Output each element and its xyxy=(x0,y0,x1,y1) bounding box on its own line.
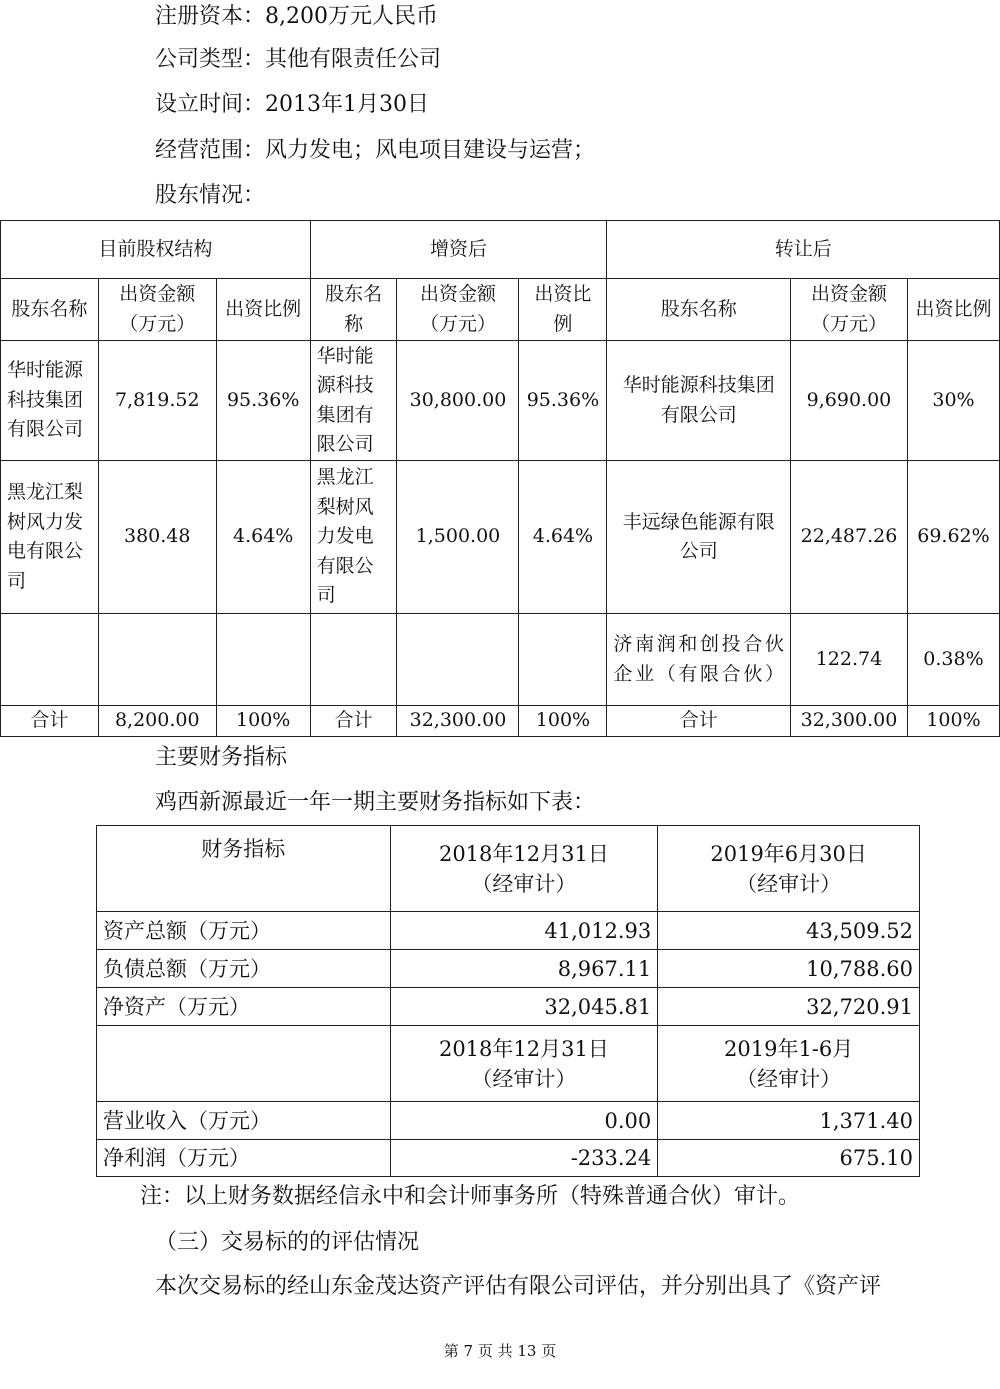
col-period-2b xyxy=(658,1026,920,1102)
cell-amount: 380.48 xyxy=(98,461,216,614)
col-ratio: 出资比例 xyxy=(519,279,607,341)
cell-ratio: 30% xyxy=(907,341,999,461)
cell-ratio: 0.38% xyxy=(907,614,999,706)
cell-value: -233.24 xyxy=(390,1140,658,1177)
registered-capital: 注册资本：8,200万元人民币 xyxy=(155,4,438,29)
total-label: 合计 xyxy=(607,706,791,737)
period-2-date: 2019年6月30日 xyxy=(710,841,867,866)
group-after-increase: 增资后 xyxy=(310,221,607,279)
cell-ratio: 95.36% xyxy=(216,341,310,461)
cell-value: 10,788.60 xyxy=(658,950,920,988)
cell-value: 675.10 xyxy=(658,1140,920,1177)
col-period-2 xyxy=(658,826,920,912)
period-1-date: 2018年12月31日 xyxy=(438,841,609,866)
cell-name: 华时能源科技集团有限公司 xyxy=(310,341,397,461)
cell-empty xyxy=(216,614,310,706)
cell-empty xyxy=(310,614,397,706)
cell-empty xyxy=(1,614,99,706)
cell-ratio: 95.36% xyxy=(519,341,607,461)
col-amount: 出资金额（万元） xyxy=(98,279,216,341)
total-amount: 8,200.00 xyxy=(98,706,216,737)
cell-name: 华时能源科技集团有限公司 xyxy=(1,341,99,461)
cell-value: 43,509.52 xyxy=(658,912,920,950)
cell-value: 32,720.91 xyxy=(658,988,920,1026)
period-1b-date: 2018年12月31日 xyxy=(438,1036,609,1061)
cell-label: 资产总额（万元） xyxy=(97,912,391,950)
established-date: 设立时间：2013年1月30日 xyxy=(155,92,429,117)
cell-label: 营业收入（万元） xyxy=(97,1102,391,1140)
table-row xyxy=(1,341,1000,461)
col-name: 股东名称 xyxy=(310,279,397,341)
cell-name: 黑龙江梨树风力发电有限公司 xyxy=(1,461,99,614)
group-current: 目前股权结构 xyxy=(1,221,311,279)
cell-value: 0.00 xyxy=(390,1102,658,1140)
cell-amount: 122.74 xyxy=(790,614,907,706)
col-indicator: 财务指标 xyxy=(97,826,391,912)
audit-note: 注：以上财务数据经信永中和会计师事务所（特殊普通合伙）审计。 xyxy=(140,1184,801,1209)
period-1-audit: （经审计） xyxy=(471,871,577,896)
total-amount: 32,300.00 xyxy=(790,706,907,737)
col-ratio: 出资比例 xyxy=(907,279,999,341)
cell-empty xyxy=(519,614,607,706)
cell-amount: 1,500.00 xyxy=(397,461,519,614)
cell-amount: 9,690.00 xyxy=(790,341,907,461)
group-after-transfer: 转让后 xyxy=(607,221,1000,279)
company-type: 公司类型：其他有限责任公司 xyxy=(155,47,442,72)
cell-name: 丰远绿色能源有限公司 xyxy=(607,461,791,614)
cell-ratio: 69.62% xyxy=(907,461,999,614)
table-row xyxy=(97,950,920,988)
cell-amount: 7,819.52 xyxy=(98,341,216,461)
table-row xyxy=(97,988,920,1026)
col-amount: 出资金额（万元） xyxy=(397,279,519,341)
cell-name: 华时能源科技集团有限公司 xyxy=(607,341,791,461)
col-amount: 出资金额（万元） xyxy=(790,279,907,341)
business-scope: 经营范围：风力发电；风电项目建设与运营； xyxy=(155,138,596,163)
section-3-heading: （三）交易标的的评估情况 xyxy=(155,1230,420,1255)
cell-amount: 22,487.26 xyxy=(790,461,907,614)
total-amount: 32,300.00 xyxy=(397,706,519,737)
cell-empty xyxy=(397,614,519,706)
col-period-1b xyxy=(390,1026,658,1102)
cell-name: 黑龙江梨树风力发电有限公司 xyxy=(310,461,397,614)
equity-structure-table xyxy=(0,220,1000,737)
shareholders-heading: 股东情况： xyxy=(155,183,266,208)
table-row xyxy=(97,1102,920,1140)
page-footer: 第 7 页 共 13 页 xyxy=(443,1342,557,1360)
cell-label: 负债总额（万元） xyxy=(97,950,391,988)
total-label: 合计 xyxy=(310,706,397,737)
cell-value: 1,371.40 xyxy=(658,1102,920,1140)
table-row xyxy=(97,1140,920,1177)
total-ratio: 100% xyxy=(519,706,607,737)
total-row xyxy=(1,706,1000,737)
cell-ratio: 4.64% xyxy=(216,461,310,614)
period-2b-audit: （经审计） xyxy=(736,1066,842,1091)
period-2b-date: 2019年1-6月 xyxy=(724,1036,854,1061)
finance-title: 主要财务指标 xyxy=(155,745,288,770)
cell-value: 8,967.11 xyxy=(390,950,658,988)
total-ratio: 100% xyxy=(907,706,999,737)
col-name: 股东名称 xyxy=(1,279,99,341)
cell-ratio: 4.64% xyxy=(519,461,607,614)
table-row xyxy=(1,614,1000,706)
cell-label: 净资产（万元） xyxy=(97,988,391,1026)
cell-empty xyxy=(97,1026,391,1102)
cell-value: 32,045.81 xyxy=(390,988,658,1026)
cell-value: 41,012.93 xyxy=(390,912,658,950)
col-period-1 xyxy=(390,826,658,912)
evaluation-paragraph: 本次交易标的经山东金茂达资产评估有限公司评估，并分别出具了《资产评 xyxy=(155,1274,882,1299)
total-label: 合计 xyxy=(1,706,99,737)
cell-name: 济南润和创投合伙企业（有限合伙） xyxy=(607,614,791,706)
cell-empty xyxy=(98,614,216,706)
col-name: 股东名称 xyxy=(607,279,791,341)
table-row xyxy=(97,912,920,950)
finance-intro: 鸡西新源最近一年一期主要财务指标如下表： xyxy=(155,790,596,815)
table-row xyxy=(1,461,1000,614)
period-2-audit: （经审计） xyxy=(736,871,842,896)
period-1b-audit: （经审计） xyxy=(471,1066,577,1091)
finance-table xyxy=(96,825,920,1177)
col-ratio: 出资比例 xyxy=(216,279,310,341)
cell-label: 净利润（万元） xyxy=(97,1140,391,1177)
cell-amount: 30,800.00 xyxy=(397,341,519,461)
total-ratio: 100% xyxy=(216,706,310,737)
